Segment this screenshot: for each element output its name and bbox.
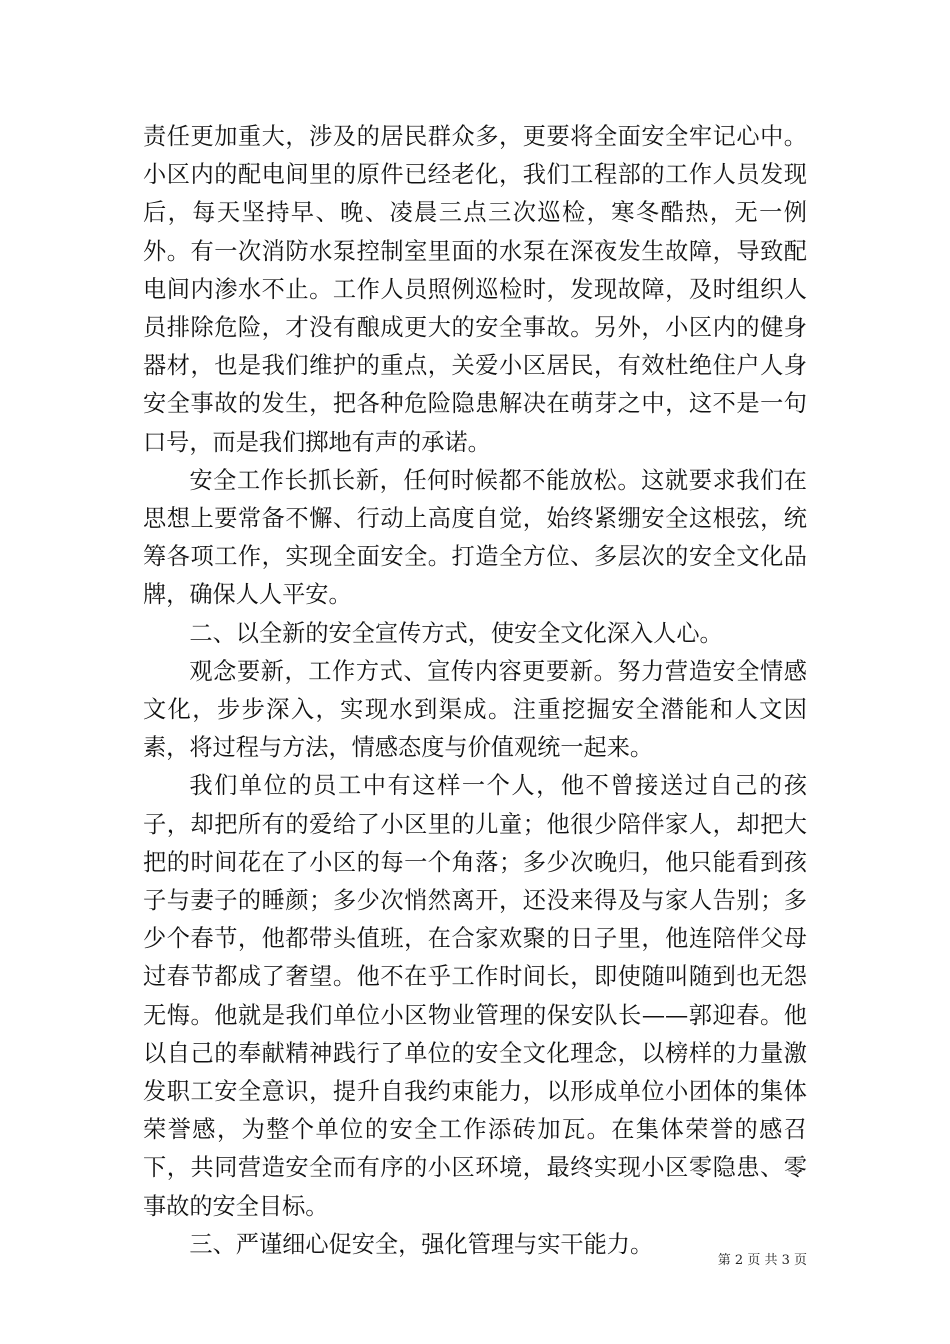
paragraph: 安全工作长抓长新，任何时候都不能放松。这就要求我们在思想上要常备不懈、行动上高度自觉，始终紧绷安全这根弦，统筹各项工作，实现全面安全。打造全方位、多层次的安全文化品牌，确保人人平安。 <box>143 466 807 609</box>
document-body <box>143 118 807 1264</box>
paragraph-continued: 责任更加重大，涉及的居民群众多，更要将全面安全牢记心中。小区内的配电间里的原件已经老化，我们工程部的工作人员发现后，每天坚持早、晚、凌晨三点三次巡检，寒冬酷热，无一例外。有一次消防水泵控制室里面的水泵在深夜发生故障，导致配电间内渗水不止。工作人员照例巡检时，发现故障，及时组织人员排除危险，才没有酿成更大的安全事故。另外，小区内的健身器材，也是我们维护的重点，关爱小区居民，有效杜绝住户人身安全事故的发生，把各种危险隐患解决在萌芽之中，这不是一句口号，而是我们掷地有声的承诺。 <box>143 123 807 456</box>
section-heading: 三、严谨细心促安全，强化管理与实干能力。 <box>189 1230 654 1258</box>
section-heading: 二、以全新的安全宣传方式，使安全文化深入人心。 <box>189 619 723 647</box>
paragraph: 观念要新，工作方式、宣传内容更要新。努力营造安全情感文化，步步深入，实现水到渠成。注重挖掘安全潜能和人文因素，将过程与方法，情感态度与价值观统一起来。 <box>143 657 807 762</box>
page-number-footer: 第 2 页 共 3 页 <box>717 1253 807 1268</box>
paragraph: 我们单位的员工中有这样一个人，他不曾接送过自己的孩子，却把所有的爱给了小区里的儿童；他很少陪伴家人，却把大把的时间花在了小区的每一个角落；多少次晚归，他只能看到孩子与妻子的睡颜；多少次悄然离开，还没来得及与家人告别；多少个春节，他都带头值班，在合家欢聚的日子里，他连陪伴父母过春节都成了奢望。他不在乎工作时间长，即使随叫随到也无怨无悔。他就是我们单位小区物业管理的保安队长——郭迎春。他以自己的奉献精神践行了单位的安全文化理念，以榜样的力量激发职工安全意识，提升自我约束能力，以形成单位小团体的集体荣誉感，为整个单位的安全工作添砖加瓦。在集体荣誉的感召下，共同营造安全而有序的小区环境，最终实现小区零隐患、零事故的安全目标。 <box>143 772 807 1220</box>
